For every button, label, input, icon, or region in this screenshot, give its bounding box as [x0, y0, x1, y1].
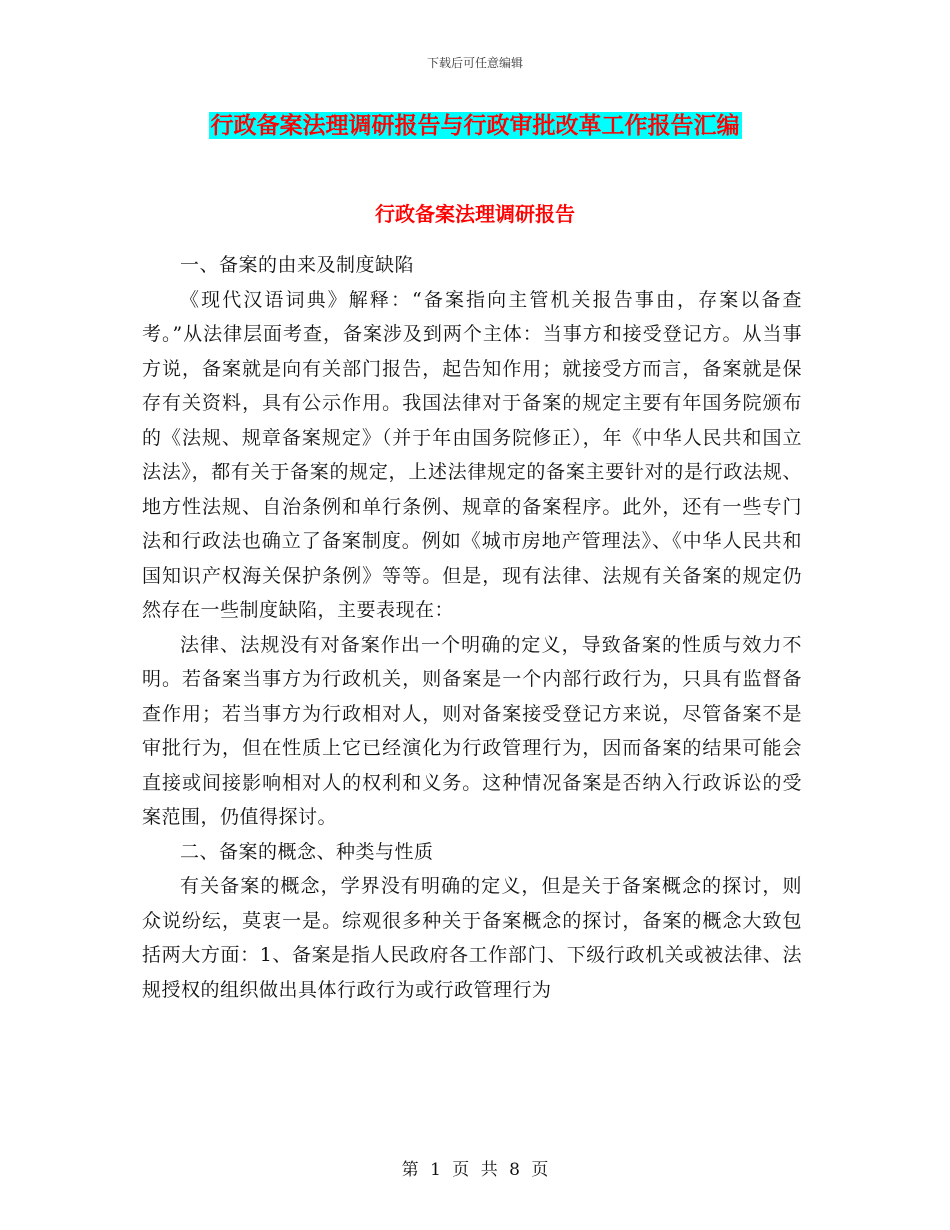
section-title: 行政备案法理调研报告	[375, 202, 575, 226]
document-title-text: 行政备案法理调研报告与行政审批改革工作报告汇编	[210, 112, 740, 139]
body-paragraph: 法律、法规没有对备案作出一个明确的定义，导致备案的性质与效力不明。若备案当事方为行政机关，则备案是一个内部行政行为，只具有监督备查作用；若当事方为行政相对人，则对备案接受登记方来说，尽管备案不是审批行为，但在性质上它已经演化为行政管理行为，因而备案的结果可能会直接或间接影响相对人的权利和义务。这种情况备案是否纳入行政诉讼的受案范围，仍值得探讨。	[142, 633, 802, 828]
page-header: 下载后可任意编辑	[426, 56, 523, 70]
document-title	[0, 108, 950, 144]
body-paragraph: 《现代汉语词典》解释：“备案指向主管机关报告事由，存案以备查考。”从法律层面考查，备案涉及到两个主体：当事方和接受登记方。从当事方说，备案就是向有关部门报告，起告知作用；就接受方而言，备案就是保存有关资料，具有公示作用。我国法律对于备案的规定主要有年国务院颁布的《法规、规章备案规定》（并于年由国务院修正），年《中华人民共和国立法法》，都有关于备案的规定，上述法律规定的备案主要针对的是行政法规、地方性法规、自治条例和单行条例、规章的备案程序。此外，还有一些专门法和行政法也确立了备案制度。例如《城市房地产管理法》、《中华人民共和国知识产权海关保护条例》等等。但是，现有法律、法规有关备案的规定仍然存在一些制度缺陷，主要表现在：	[142, 288, 802, 621]
document-body	[142, 248, 802, 1007]
body-heading-2: 二、备案的概念、种类与性质	[180, 840, 434, 863]
page-number-footer: 第 1 页 共 8 页	[401, 1160, 549, 1180]
body-heading-1: 一、备案的由来及制度缺陷	[180, 254, 415, 276]
body-paragraph: 有关备案的概念，学界没有明确的定义，但是关于备案概念的探讨，则众说纷纭，莫衷一是。综观很多种关于备案概念的探讨，备案的概念大致包括两大方面：1、备案是指人民政府各工作部门、下级行政机关或被法律、法规授权的组织做出具体行政行为或行政管理行为	[142, 875, 802, 1001]
